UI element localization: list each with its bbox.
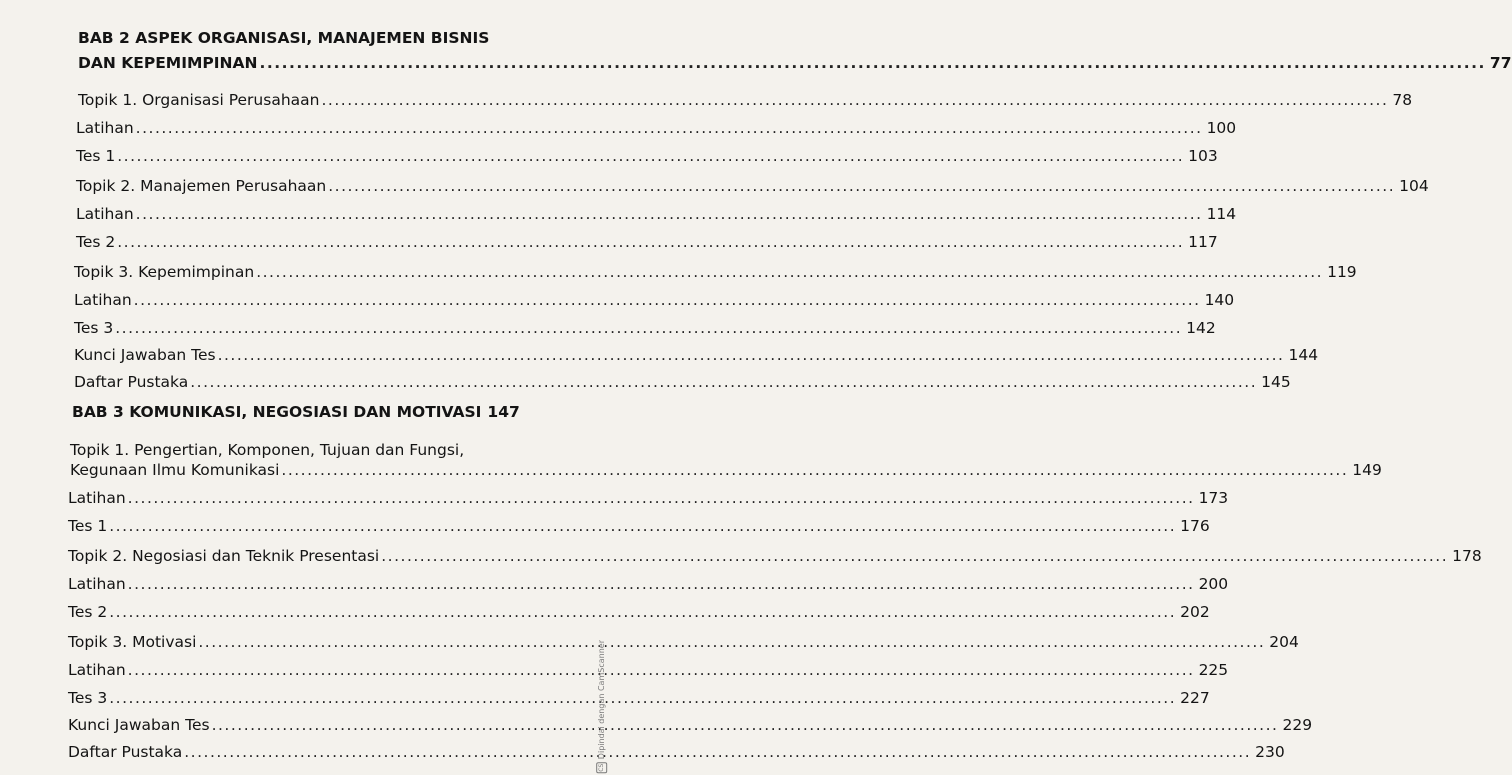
- toc-entry: Daftar Pustaka ..... 145: [74, 372, 518, 392]
- toc-entry: Latihan ..... 140: [74, 290, 518, 310]
- toc-entry: Daftar Pustaka ..... 230: [68, 742, 520, 762]
- toc-entry: Kunci Jawaban Tes ..... 144: [74, 345, 518, 365]
- camscanner-icon: CS: [598, 763, 605, 772]
- toc-entry: Topik 2. Manajemen Perusahaan ..... 104: [76, 176, 518, 196]
- toc-entry: Topik 3. Motivasi ..... 204: [68, 632, 520, 652]
- leader-dots: [259, 53, 1485, 73]
- toc-entry: Kunci Jawaban Tes ..... 229: [68, 715, 520, 735]
- page-number: 77: [1489, 54, 1512, 72]
- toc-entry: Latihan ..... 173: [68, 488, 520, 508]
- toc-entry: Latihan ..... 225: [68, 660, 520, 680]
- toc-entry: Latihan ..... 100: [76, 118, 518, 138]
- page-number: 147: [487, 403, 520, 421]
- toc-entry: Topik 3. Kepemimpinan ..... 119: [74, 262, 518, 282]
- chapter-3-title: BAB 3 KOMUNIKASI, NEGOSIASI DAN MOTIVASI 147: [72, 403, 520, 421]
- toc-entry-line1: Topik 1. Pengertian, Komponen, Tujuan dan Fungsi,: [70, 441, 465, 459]
- toc-entry: Tes 1 ..... 103: [76, 146, 518, 166]
- toc-entry: Topik 1. Organisasi Perusahaan ..... 78: [78, 90, 518, 110]
- toc-entry: Tes 3 ..... 227: [68, 688, 520, 708]
- toc-entry: Topik 2. Negosiasi dan Teknik Presentasi ..... 178: [68, 546, 520, 566]
- chapter-2-title-line2: DAN KEPEMIMPINAN ..... 77: [78, 53, 518, 73]
- chapter-2-title-line1: BAB 2 ASPEK ORGANISASI, MANAJEMEN BISNIS: [78, 29, 490, 47]
- toc-entry: Tes 2 ..... 117: [76, 232, 518, 252]
- toc-entry: Kegunaan Ilmu Komunikasi ..... 149: [70, 460, 520, 480]
- toc-entry: Tes 2 ..... 202: [68, 602, 520, 622]
- toc-entry: Latihan ..... 200: [68, 574, 520, 594]
- scanner-watermark: CSDipindai dengan CamScanner: [597, 640, 606, 772]
- toc-entry: Latihan ..... 114: [76, 204, 518, 224]
- toc-entry: Tes 1 ..... 176: [68, 516, 520, 536]
- toc-entry: Tes 3 ..... 142: [74, 318, 518, 338]
